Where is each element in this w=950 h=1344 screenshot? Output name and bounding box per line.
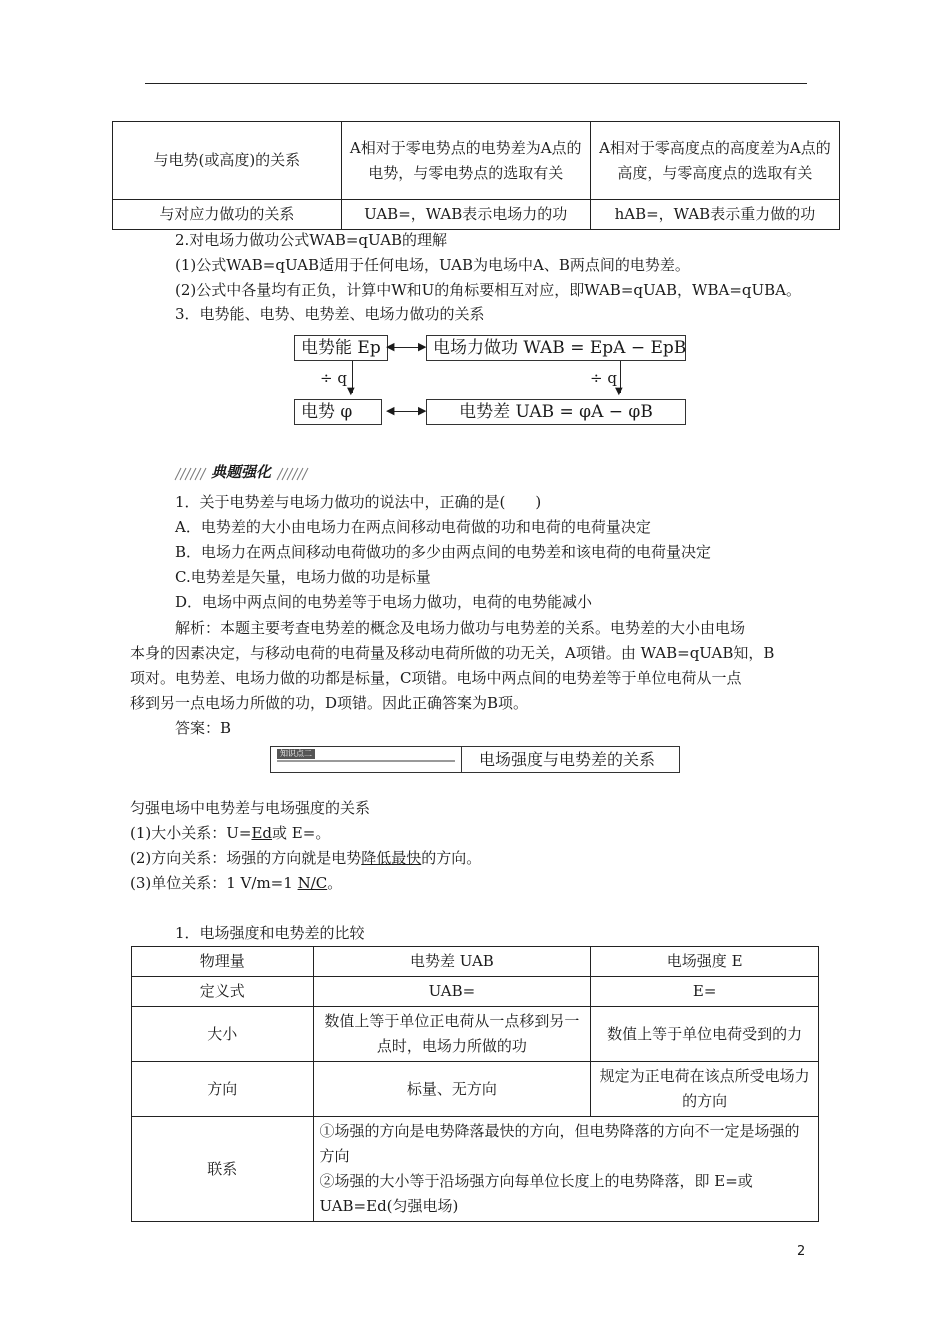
arrow-right-icon: ▶	[418, 340, 427, 353]
table-cell: 定义式	[132, 977, 314, 1007]
table-cell: E=	[591, 977, 819, 1007]
table-cell: 标量、无方向	[313, 1062, 591, 1117]
option-a: A．电势差的大小由电场力在两点间移动电荷做的功和电荷的电荷量决定	[175, 518, 651, 536]
knowledge-title: 电场强度与电势差的关系	[479, 750, 656, 769]
table-cell: 数值上等于单位电荷受到的力	[591, 1007, 819, 1062]
option-d: D．电场中两点间的电势差等于电场力做功，电荷的电势能减小	[175, 593, 593, 611]
question-stem: 1．关于电势差与电场力做功的说法中，正确的是( )	[175, 493, 542, 511]
table-cell: hAB=，WAB表示重力做的功	[590, 200, 839, 230]
table-cell: ①场强的方向是电势降落最快的方向，但电势降落的方向不一定是场强的方向 ②场强的大小等于沿场强方向每单位长度上的电势降落，即 E=或 UAB=Ed(匀强电场)	[313, 1117, 818, 1222]
knowledge-point-box	[270, 746, 680, 773]
arrowhead-down-icon: ▼	[347, 386, 355, 397]
box-potential-energy: 电势能 Ep	[294, 335, 388, 361]
table-cell: 大小	[132, 1007, 314, 1062]
page-number: 2	[797, 1244, 806, 1259]
relation-size: (1)大小关系：U=Ed或 E=。	[130, 824, 331, 842]
section2-item2: (2)公式中各量均有正负，计算中W和U的角标要相互对应，即WAB=qUAB，WBA=qUBA。	[175, 281, 801, 299]
banner-title: 典题强化	[211, 463, 272, 481]
table-cell: UAB=，WAB表示电场力的功	[341, 200, 590, 230]
option-b: B．电场力在两点间移动电荷做功的多少由两点间的电势差和该电荷的电荷量决定	[175, 543, 712, 561]
table-cell: 电场强度 E	[591, 947, 819, 977]
divide-label: ÷ q	[590, 369, 617, 387]
compare-heading: 1．电场强度和电势差的比较	[175, 924, 365, 942]
table-cell: 方向	[132, 1062, 314, 1117]
table-cell: 物理量	[132, 947, 314, 977]
table-cell: A相对于零电势点的电势差为A点的电势，与零电势点的选取有关	[341, 122, 590, 200]
table-cell: 联系	[132, 1117, 314, 1222]
table-cell: UAB=	[313, 977, 591, 1007]
box-potential: 电势 φ	[294, 399, 382, 425]
analysis-line: 本身的因素决定，与移动电荷的电荷量及移动电荷所做的功无关，A项错。由 WAB=qUAB知，B	[130, 644, 775, 662]
compare-table	[131, 946, 819, 1222]
knowledge-tag: 知识点二	[277, 749, 315, 759]
table-cell: 电势差 UAB	[313, 947, 591, 977]
analysis-line: 解析：本题主要考查电势差的概念及电场力做功与电势差的关系。电势差的大小由电场	[175, 619, 746, 637]
arrow-right-icon: ▶	[418, 404, 427, 417]
divide-label: ÷ q	[320, 369, 347, 387]
relation-heading: 匀强电场中电势差与电场强度的关系	[130, 799, 371, 817]
arrow-left-icon: ◀	[386, 404, 395, 417]
potential-height-table	[112, 121, 840, 230]
table-cell: A相对于零高度点的高度差为A点的高度，与零高度点的选取有关	[590, 122, 839, 200]
arrow-left-icon: ◀	[386, 340, 395, 353]
analysis-line: 项对。电势差、电场力做的功都是标量，C项错。电场中两点间的电势差等于单位电荷从一点	[130, 669, 742, 687]
header-rule	[145, 83, 807, 84]
table-cell: 数值上等于单位正电荷从一点移到另一点时，电场力所做的功	[313, 1007, 591, 1062]
table-cell: 与电势(或高度)的关系	[113, 122, 342, 200]
analysis-line: 移到另一点电场力所做的功，D项错。因此正确答案为B项。	[130, 694, 529, 712]
relation-unit: (3)单位关系：1 V/m=1 N/C。	[130, 874, 343, 892]
section2-item1: (1)公式WAB=qUAB适用于任何电场，UAB为电场中A、B两点间的电势差。	[175, 256, 690, 274]
section-banner	[173, 464, 318, 482]
relation-direction: (2)方向关系：场强的方向就是电势降低最快的方向。	[130, 849, 482, 867]
table-cell: 规定为正电荷在该点所受电场力的方向	[591, 1062, 819, 1117]
answer: 答案：B	[175, 719, 232, 737]
box-field-work: 电场力做功 WAB = EpA − EpB	[426, 335, 686, 361]
box-potential-difference: 电势差 UAB = φA − φB	[426, 399, 686, 425]
arrowhead-down-icon: ▼	[615, 386, 623, 397]
section3-heading: 3．电势能、电势、电势差、电场力做功的关系	[175, 305, 485, 323]
table-cell: 与对应力做功的关系	[113, 200, 342, 230]
section2-heading: 2.对电场力做功公式WAB=qUAB的理解	[175, 231, 448, 249]
option-c: C.电势差是矢量，电场力做的功是标量	[175, 568, 431, 586]
